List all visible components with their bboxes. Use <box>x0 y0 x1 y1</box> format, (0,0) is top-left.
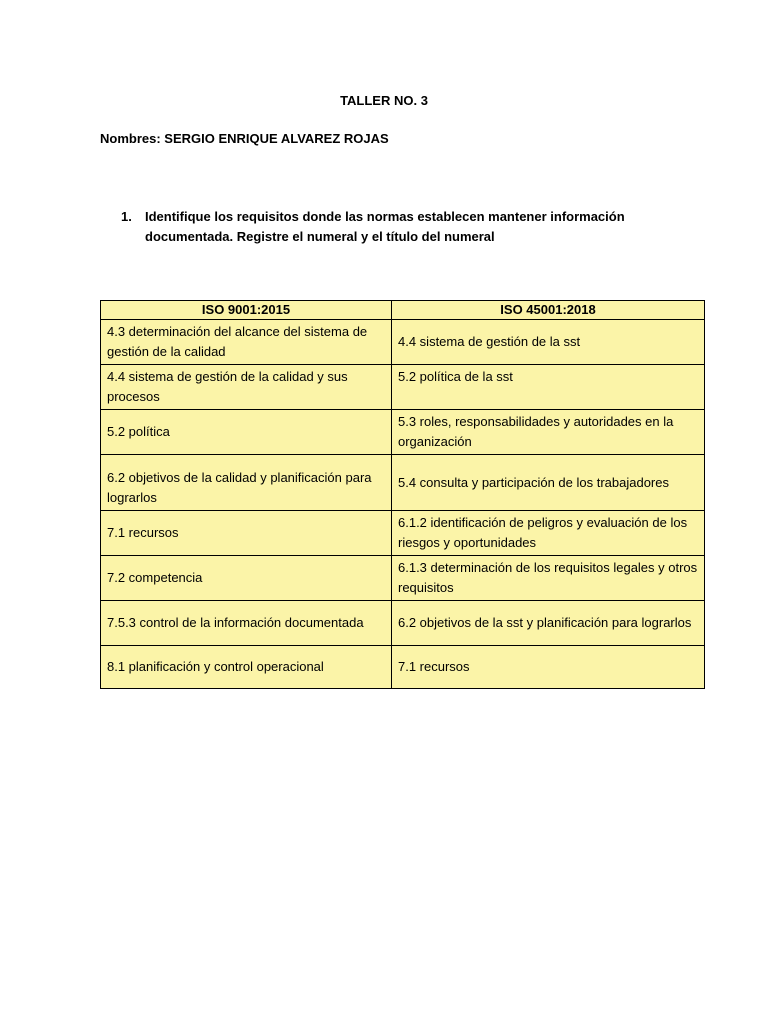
table-row <box>101 511 705 556</box>
table-header-row <box>101 301 705 320</box>
header-iso-9001: ISO 9001:2015 <box>101 301 392 320</box>
iso-9001-cell: 4.4 sistema de gestión de la calidad y sus procesos <box>101 365 392 410</box>
iso-9001-cell: 6.2 objetivos de la calidad y planificación para lograrlos <box>101 455 392 511</box>
document-title: TALLER NO. 3 <box>340 93 428 108</box>
iso-9001-cell: 8.1 planificación y control operacional <box>101 646 392 689</box>
iso-9001-cell: 7.2 competencia <box>101 556 392 601</box>
iso-45001-cell: 6.1.2 identificación de peligros y evaluación de los riesgos y oportunidades <box>392 511 705 556</box>
iso-45001-cell: 6.1.3 determinación de los requisitos legales y otros requisitos <box>392 556 705 601</box>
iso-45001-cell: 4.4 sistema de gestión de la sst <box>392 320 705 365</box>
table-row <box>101 455 705 511</box>
iso-45001-cell: 5.3 roles, responsabilidades y autoridades en la organización <box>392 410 705 455</box>
iso-9001-cell: 5.2 política <box>101 410 392 455</box>
iso-9001-cell: 4.3 determinación del alcance del sistema de gestión de la calidad <box>101 320 392 365</box>
iso-45001-cell: 5.2 política de la sst <box>392 365 705 410</box>
table-row <box>101 365 705 410</box>
question-number: 1. <box>121 209 132 224</box>
iso-9001-cell: 7.1 recursos <box>101 511 392 556</box>
header-iso-45001: ISO 45001:2018 <box>392 301 705 320</box>
iso-45001-cell: 6.2 objetivos de la sst y planificación para lograrlos <box>392 601 705 646</box>
table-row <box>101 410 705 455</box>
question-item <box>121 207 661 247</box>
table-row <box>101 646 705 689</box>
iso-requirements-table <box>100 300 705 689</box>
table-row <box>101 556 705 601</box>
iso-45001-cell: 5.4 consulta y participación de los trabajadores <box>392 455 705 511</box>
table-row <box>101 320 705 365</box>
iso-45001-cell: 7.1 recursos <box>392 646 705 689</box>
question-text: Identifique los requisitos donde las normas establecen mantener información documentada. Registre el numeral y el título del numeral <box>145 209 625 244</box>
iso-9001-cell: 7.5.3 control de la información documentada <box>101 601 392 646</box>
table-row <box>101 601 705 646</box>
student-names: Nombres: SERGIO ENRIQUE ALVAREZ ROJAS <box>100 131 389 146</box>
